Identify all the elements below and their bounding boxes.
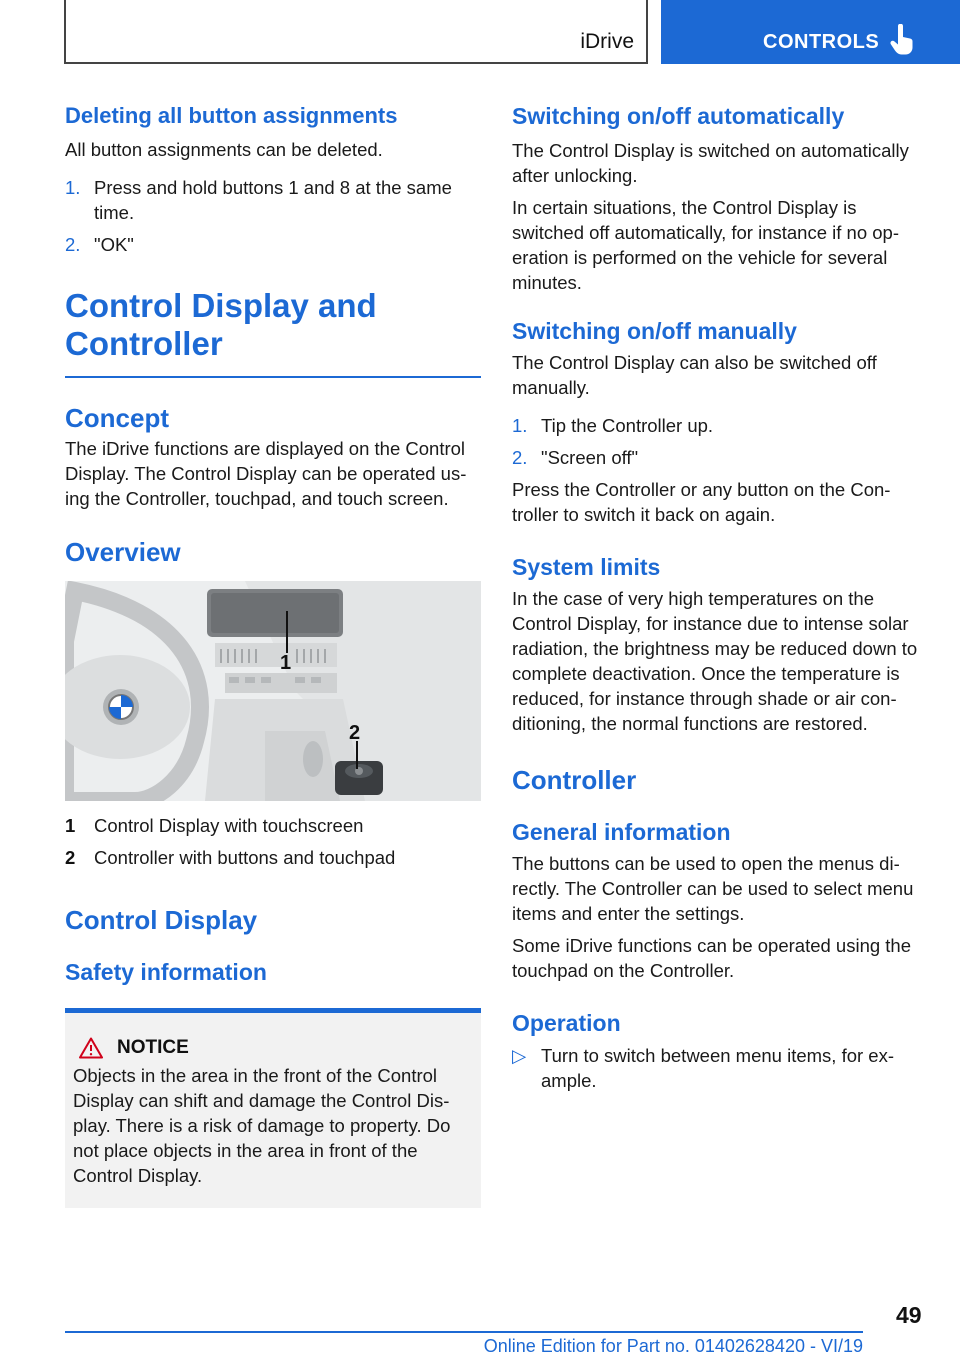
overview-title: Overview <box>65 537 181 567</box>
list-item <box>65 175 481 225</box>
step-number: 1. <box>65 177 81 198</box>
system-limits-title: System limits <box>512 554 661 580</box>
overview-illustration <box>65 581 481 801</box>
header-section-box <box>64 0 648 64</box>
manual-paragraph-1: The Control Display can also be switched off manually. <box>512 352 877 398</box>
chapter-title-line-2: Controller <box>65 325 223 362</box>
step-number: 2. <box>65 234 81 255</box>
list-item <box>512 413 928 438</box>
step-number: 1. <box>512 415 528 436</box>
chapter-title-line-1: Control Display and <box>65 287 377 324</box>
legend-item <box>65 845 481 870</box>
general-info-title: General information <box>512 819 731 845</box>
header-chapter-title: CONTROLS <box>763 31 880 53</box>
deleting-steps <box>65 175 481 257</box>
step-text: "Screen off" <box>541 447 639 468</box>
overview-legend <box>65 813 481 870</box>
left-column <box>65 100 481 1208</box>
bullet-triangle-icon: ▷ <box>512 1045 527 1066</box>
right-column <box>512 100 928 1093</box>
concept-text: The iDrive functions are displayed on the Control Display. The Control Display can be operated using the Controller, touchpad, and touch screen. <box>65 438 467 509</box>
operation-title: Operation <box>512 1010 621 1036</box>
cockpit-illustration <box>65 581 481 801</box>
system-limits-paragraph: In the case of very high temperatures on the Control Display, for instance due to intense solar radiation, the brightness may be reduced down to complete deactivation. Once the temperature is reduced, for instance through shade or air conditioning, the normal functions are restored. <box>512 588 918 734</box>
footer-rule <box>65 1331 863 1333</box>
bullet-text: Turn to switch between menu items, for example. <box>541 1045 895 1091</box>
control-display-title: Control Display <box>65 905 258 935</box>
legend-number: 1 <box>65 815 76 836</box>
auto-title: Switching on/off automatically <box>512 103 845 129</box>
step-number: 2. <box>512 447 528 468</box>
concept-title: Concept <box>65 403 169 433</box>
safety-info-title: Safety information <box>65 959 267 985</box>
callout-2: 2 <box>349 722 361 744</box>
notice-text: Objects in the area in the front of the Control Display can shift and damage the Control Display. There is a risk of damage to property. Do not place objects in the area in front of the Control Display. <box>73 1065 451 1186</box>
manual-paragraph-2: Press the Controller or any button on the Controller to switch it back on again. <box>512 479 891 525</box>
list-item <box>512 445 928 470</box>
legend-number: 2 <box>65 847 76 868</box>
notice-label: NOTICE <box>117 1037 189 1058</box>
header-chapter-tab[interactable] <box>661 0 960 64</box>
step-text: Tip the Controller up. <box>541 415 714 436</box>
deleting-intro: All button assignments can be deleted. <box>65 139 383 160</box>
deleting-title: Deleting all button assignments <box>65 103 398 128</box>
legend-text: Controller with buttons and touchpad <box>94 847 396 868</box>
warning-triangle-icon <box>79 1037 103 1059</box>
notice-header <box>73 1037 473 1059</box>
auto-paragraph-1: The Control Display is switched on automatically after unlocking. <box>512 140 909 186</box>
manual-title: Switching on/off manually <box>512 318 797 344</box>
step-text: Press and hold buttons 1 and 8 at the same time. <box>94 177 452 223</box>
controller-title: Controller <box>512 765 637 795</box>
list-item <box>512 1043 928 1093</box>
footer-edition: Online Edition for Part no. 01402628420 - VI/19 <box>483 1336 863 1356</box>
legend-text: Control Display with touchscreen <box>94 815 364 836</box>
header-section-title: iDrive <box>580 30 634 53</box>
legend-item <box>65 813 481 838</box>
chapter-title <box>65 287 481 363</box>
general-info-paragraph-1: The buttons can be used to open the menus directly. The Controller can be used to select menu items and enter the settings. <box>512 853 914 924</box>
chapter-title-rule <box>65 376 481 378</box>
general-info-paragraph-2: Some iDrive functions can be operated using the touchpad on the Controller. <box>512 935 912 981</box>
page-number: 49 <box>896 1302 922 1328</box>
pointing-hand-icon <box>889 24 915 56</box>
notice-box <box>65 1008 481 1208</box>
step-text: "OK" <box>94 234 134 255</box>
manual-steps <box>512 413 928 470</box>
list-item <box>65 232 481 257</box>
auto-paragraph-2: In certain situations, the Control Display is switched off automatically, for instance if no operation is performed on the vehicle for several minutes. <box>512 197 899 293</box>
callout-1: 1 <box>280 652 292 674</box>
